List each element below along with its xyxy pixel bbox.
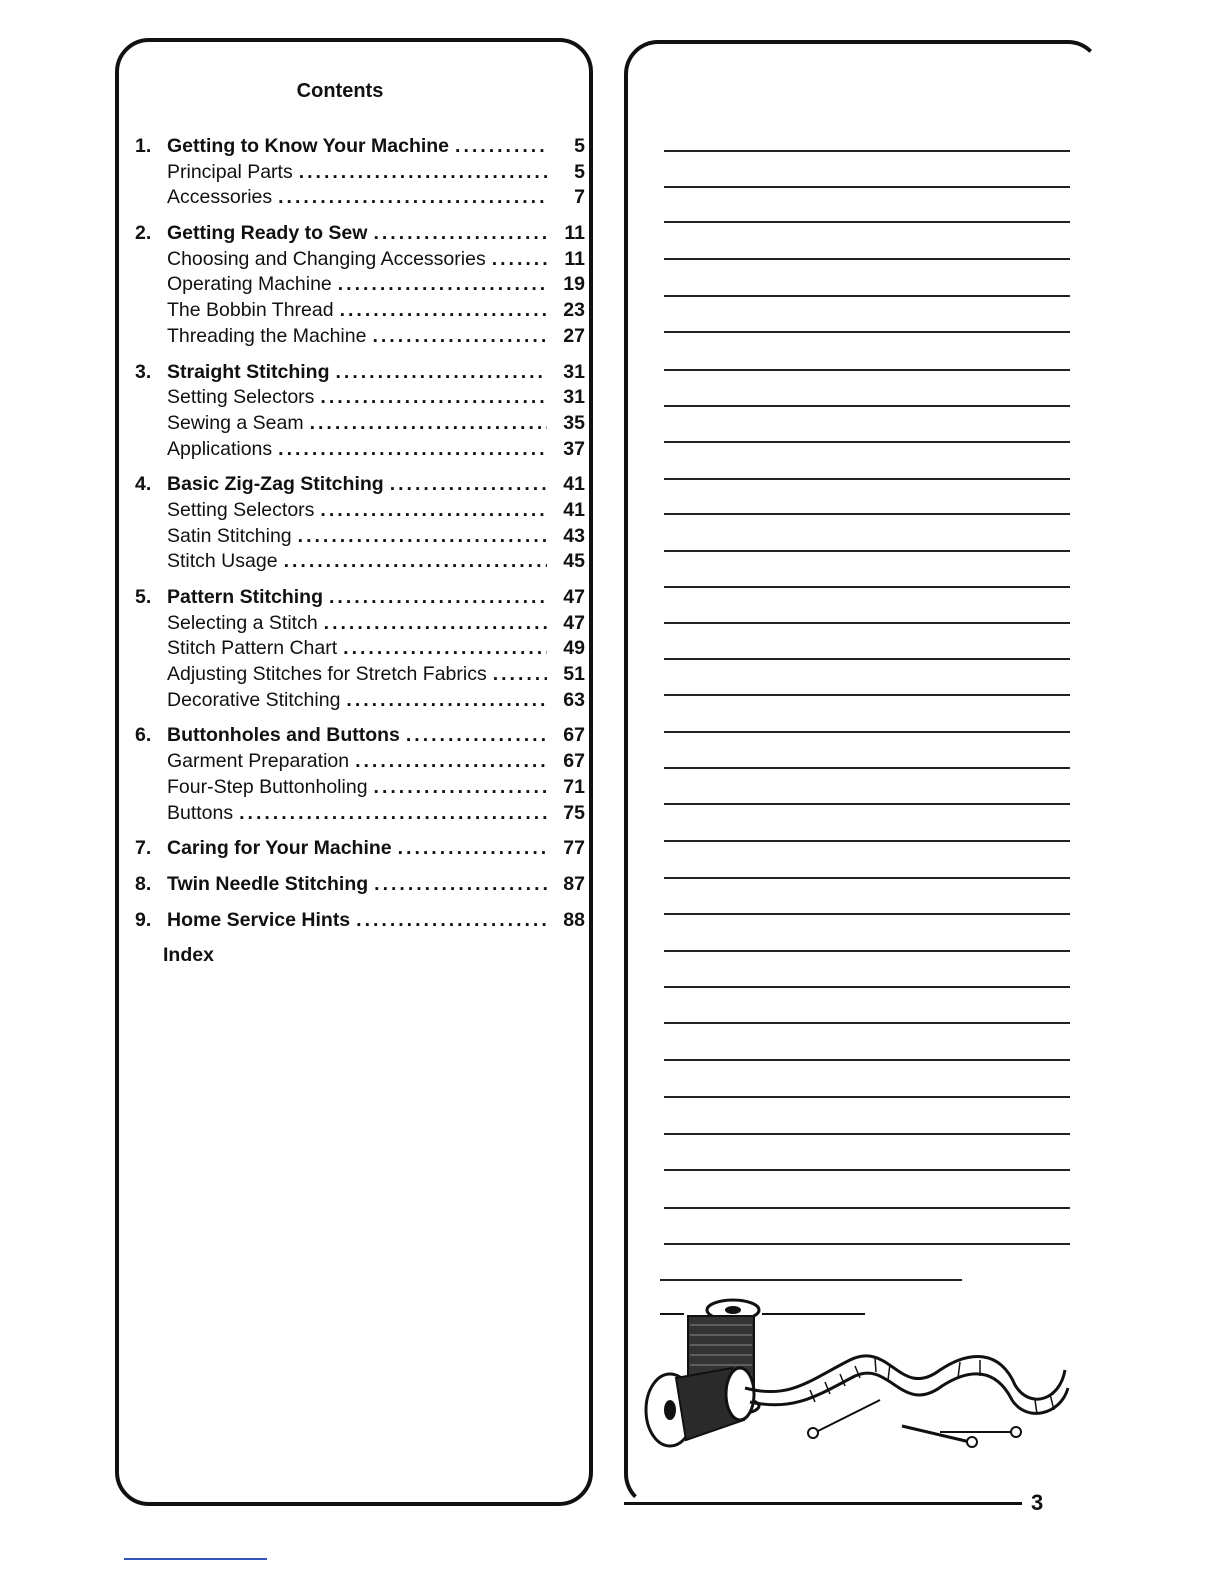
index-entry: Index — [163, 944, 214, 967]
dot-leader — [492, 248, 547, 271]
notes-panel — [624, 40, 1102, 1508]
note-line — [664, 478, 1070, 480]
dot-leader — [284, 550, 547, 573]
note-line — [664, 877, 1070, 879]
note-line — [660, 1279, 962, 1281]
note-line — [664, 1059, 1070, 1061]
dot-leader — [356, 909, 547, 932]
page-ref: 7 — [574, 186, 585, 209]
toc-subitem-row — [135, 750, 585, 776]
page-ref: 87 — [563, 872, 585, 895]
toc-subitem-row — [135, 689, 585, 715]
toc-subitem-row — [135, 299, 585, 325]
note-line — [664, 986, 1070, 988]
subitem-title: The Bobbin Thread — [167, 299, 334, 322]
note-line — [664, 441, 1070, 443]
page-ref: 19 — [563, 273, 585, 296]
toc-subitem-row — [135, 663, 585, 689]
page-ref: 5 — [574, 135, 585, 157]
dot-leader — [493, 663, 547, 686]
toc-subitem-row — [135, 525, 585, 551]
note-line — [664, 658, 1070, 660]
page-ref: 43 — [563, 524, 585, 547]
chapter-number: 8. — [135, 872, 152, 895]
toc-chapter-row — [135, 473, 585, 499]
toc-section — [135, 361, 585, 464]
chapter-title: Basic Zig-Zag Stitching — [167, 473, 384, 496]
chapter-title: Getting to Know Your Machine — [167, 135, 450, 157]
note-line — [664, 1022, 1070, 1024]
chapter-number: 7. — [135, 837, 152, 860]
chapter-number: 3. — [135, 360, 152, 383]
dot-leader — [298, 525, 547, 548]
note-line — [664, 513, 1070, 515]
note-line — [664, 913, 1070, 915]
note-line — [664, 840, 1070, 842]
page-ref: 23 — [563, 299, 585, 322]
toc-chapter-row — [135, 586, 585, 612]
page-ref: 67 — [563, 750, 585, 773]
toc-subitem-row — [135, 499, 585, 525]
note-line — [664, 1096, 1070, 1098]
subitem-title: Decorative Stitching — [167, 688, 341, 711]
note-line — [664, 295, 1070, 297]
chapter-number: 9. — [135, 908, 152, 931]
subitem-title: Selecting a Stitch — [167, 611, 318, 634]
toc-subitem-row — [135, 776, 585, 802]
dot-leader — [338, 273, 547, 296]
chapter-number: 4. — [135, 473, 152, 496]
toc-chapter-row — [135, 724, 585, 750]
dot-leader — [278, 438, 547, 461]
thread-spool-and-tape-measure-icon — [640, 1290, 1080, 1460]
page-ref: 71 — [563, 775, 585, 798]
page-ref: 45 — [563, 550, 585, 573]
toc-chapter-row — [135, 873, 585, 899]
toc-section — [135, 222, 585, 350]
page-ref: 47 — [563, 586, 585, 608]
subitem-title: Buttons — [167, 801, 234, 824]
page-ref: 67 — [563, 724, 585, 747]
chapter-number: 2. — [135, 222, 152, 245]
chapter-title: Getting Ready to Sew — [167, 222, 368, 245]
page-ref: 31 — [563, 360, 585, 383]
footer-rule — [624, 1502, 1022, 1505]
note-line — [664, 1169, 1070, 1171]
page-ref: 41 — [563, 498, 585, 521]
dot-leader — [340, 299, 547, 322]
note-line — [664, 1133, 1070, 1135]
page-ref: 27 — [563, 324, 585, 347]
toc-subitem-row — [135, 637, 585, 663]
dot-leader — [390, 473, 547, 496]
subitem-title: Choosing and Changing Accessories — [167, 247, 486, 270]
note-line — [664, 1243, 1070, 1245]
dot-leader — [346, 689, 547, 712]
toc-section — [135, 135, 585, 212]
toc-subitem-row — [135, 325, 585, 351]
note-line — [664, 803, 1070, 805]
subitem-title: Adjusting Stitches for Stretch Fabrics — [167, 663, 487, 686]
toc-section — [135, 724, 585, 827]
toc-section — [135, 909, 585, 935]
subitem-title: Four-Step Buttonholing — [167, 775, 368, 798]
chapter-number: 6. — [135, 724, 152, 747]
dot-leader — [324, 612, 547, 635]
page-title: Contents — [296, 80, 384, 102]
dot-leader — [320, 499, 547, 522]
dot-leader — [406, 724, 547, 747]
note-line — [664, 150, 1070, 152]
toc-subitem-row — [135, 273, 585, 299]
dot-leader — [239, 802, 547, 825]
page-ref: 11 — [564, 247, 585, 270]
page-ref: 63 — [563, 688, 585, 711]
toc-subitem-row — [135, 550, 585, 576]
dot-leader — [343, 637, 547, 660]
chapter-title: Caring for Your Machine — [167, 837, 392, 860]
subitem-title: Setting Selectors — [167, 498, 315, 521]
dot-leader — [398, 837, 547, 860]
subitem-title: Sewing a Seam — [167, 411, 304, 434]
note-line — [664, 1207, 1070, 1209]
dot-leader — [299, 161, 547, 184]
toc-subitem-row — [135, 186, 585, 212]
chapter-title: Home Service Hints — [167, 908, 351, 931]
toc-chapter-row — [135, 837, 585, 863]
toc-subitem-row — [135, 248, 585, 274]
note-line — [664, 405, 1070, 407]
page-ref: 11 — [564, 222, 585, 245]
toc-section — [135, 837, 585, 863]
page-ref: 35 — [563, 411, 585, 434]
subitem-title: Principal Parts — [167, 160, 293, 183]
dot-leader — [310, 412, 547, 435]
chapter-title: Pattern Stitching — [167, 586, 324, 608]
subitem-title: Threading the Machine — [167, 324, 367, 347]
note-line — [664, 586, 1070, 588]
page-ref: 5 — [574, 160, 585, 183]
note-line — [664, 258, 1070, 260]
toc-chapter-row — [135, 222, 585, 248]
dot-leader — [374, 873, 547, 896]
dot-leader — [329, 586, 547, 609]
divider — [124, 1558, 267, 1560]
note-line — [664, 331, 1070, 333]
toc-chapter-row — [135, 909, 585, 935]
page-ref: 41 — [563, 473, 585, 496]
subitem-title: Garment Preparation — [167, 750, 350, 773]
dot-leader — [355, 750, 547, 773]
toc-subitem-row — [135, 412, 585, 438]
note-line — [664, 369, 1070, 371]
subitem-title: Applications — [167, 437, 273, 460]
dot-leader — [374, 776, 547, 799]
dot-leader — [372, 325, 547, 348]
toc-section — [135, 873, 585, 899]
page-ref: 37 — [563, 437, 585, 460]
toc-subitem-row — [135, 802, 585, 828]
toc-section — [135, 586, 585, 714]
note-line — [664, 731, 1070, 733]
subitem-title: Stitch Usage — [167, 550, 278, 573]
note-line — [664, 950, 1070, 952]
toc-subitem-row — [135, 161, 585, 187]
dot-leader — [336, 361, 548, 384]
page-ref: 49 — [563, 637, 585, 660]
toc-subitem-row — [135, 612, 585, 638]
chapter-number: 1. — [135, 135, 152, 157]
chapter-number: 5. — [135, 586, 152, 608]
note-line — [664, 550, 1070, 552]
subitem-title: Satin Stitching — [167, 524, 292, 547]
dot-leader — [278, 186, 547, 209]
subitem-title: Setting Selectors — [167, 386, 315, 409]
toc-subitem-row — [135, 386, 585, 412]
page-number: 3 — [1027, 1490, 1047, 1516]
page-ref: 31 — [563, 386, 585, 409]
toc-subitem-row — [135, 438, 585, 464]
dot-leader — [320, 386, 547, 409]
table-of-contents — [135, 135, 585, 967]
subitem-title: Accessories — [167, 186, 273, 209]
note-line — [664, 694, 1070, 696]
dot-leader — [373, 222, 547, 245]
page-ref: 77 — [563, 837, 585, 860]
dot-leader — [455, 135, 547, 158]
subitem-title: Stitch Pattern Chart — [167, 637, 338, 660]
toc-chapter-row — [135, 135, 585, 161]
chapter-title: Buttonholes and Buttons — [167, 724, 400, 747]
note-line — [664, 221, 1070, 223]
chapter-title: Twin Needle Stitching — [167, 872, 369, 895]
toc-chapter-row — [135, 361, 585, 387]
note-line — [664, 622, 1070, 624]
page-ref: 47 — [563, 611, 585, 634]
page-ref: 75 — [563, 801, 585, 824]
toc-section — [135, 473, 585, 576]
page-ref: 88 — [563, 908, 585, 931]
note-line — [664, 767, 1070, 769]
subitem-title: Operating Machine — [167, 273, 332, 296]
note-line — [664, 186, 1070, 188]
page-ref: 51 — [563, 663, 585, 686]
chapter-title: Straight Stitching — [167, 360, 330, 383]
